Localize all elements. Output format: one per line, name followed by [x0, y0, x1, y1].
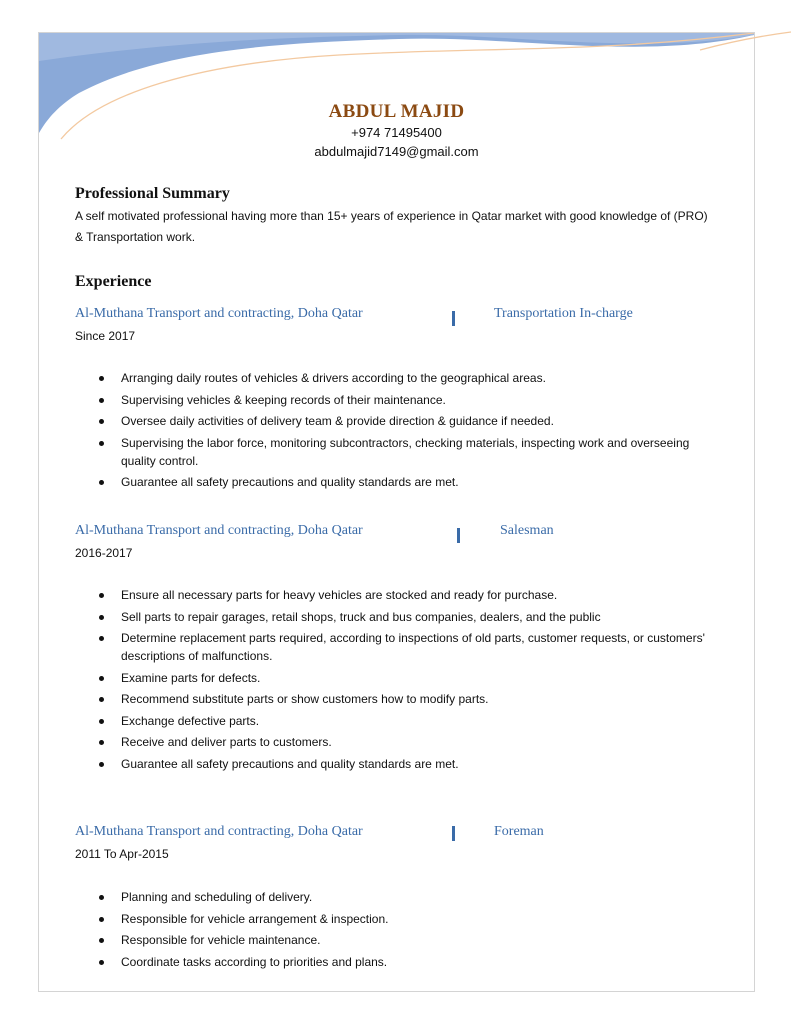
resume-page	[38, 32, 755, 992]
job-period: 2016-2017	[75, 546, 133, 560]
candidate-name: ABDUL MAJID	[328, 101, 465, 122]
job-separator	[452, 311, 455, 326]
job-title: Transportation In-charge	[494, 306, 633, 321]
job-separator	[457, 528, 460, 543]
email-address: abdulmajid7149@gmail.com	[314, 144, 479, 159]
duty-item: Supervising vehicles & keeping records of their maintenance.	[121, 391, 721, 409]
job-period: 2011 To Apr-2015	[75, 847, 169, 861]
professional-summary-text: A self motivated professional having more than 15+ years of experience in Qatar market with good knowledge of (PRO) & Transportation work.	[75, 209, 708, 244]
experience-heading: Experience	[75, 273, 152, 290]
duty-item: Ensure all necessary parts for heavy vehicles are stocked and ready for purchase.	[121, 586, 721, 604]
job-company: Al-Muthana Transport and contracting, Doha Qatar	[75, 523, 363, 538]
job-separator	[452, 826, 455, 841]
duty-item: Coordinate tasks according to priorities and plans.	[121, 953, 721, 971]
job-duties-list	[121, 888, 721, 974]
duty-item: Guarantee all safety precautions and quality standards are met.	[121, 473, 721, 491]
job-duties-list	[121, 369, 721, 495]
job-title: Foreman	[494, 824, 544, 839]
phone-number: +974 71495400	[351, 125, 442, 140]
duty-item: Responsible for vehicle arrangement & inspection.	[121, 910, 721, 928]
corner-curve-decoration	[0, 0, 791, 60]
job-company: Al-Muthana Transport and contracting, Doha Qatar	[75, 824, 363, 839]
duty-item: Supervising the labor force, monitoring subcontractors, checking materials, inspecting work and overseeing quality control.	[121, 434, 721, 470]
duty-item: Oversee daily activities of delivery team & provide direction & guidance if needed.	[121, 412, 721, 430]
duty-item: Arranging daily routes of vehicles & drivers according to the geographical areas.	[121, 369, 721, 387]
job-period: Since 2017	[75, 329, 136, 343]
job-company: Al-Muthana Transport and contracting, Doha Qatar	[75, 306, 363, 321]
duty-item: Responsible for vehicle maintenance.	[121, 931, 721, 949]
duty-item: Planning and scheduling of delivery.	[121, 888, 721, 906]
duty-item: Examine parts for defects.	[121, 669, 721, 687]
job-duties-list	[121, 586, 721, 776]
duty-item: Determine replacement parts required, according to inspections of old parts, customer requests, or customers' descriptions of malfunctions.	[121, 629, 721, 665]
duty-item: Recommend substitute parts or show customers how to modify parts.	[121, 690, 721, 708]
duty-item: Guarantee all safety precautions and quality standards are met.	[121, 755, 721, 773]
professional-summary-heading: Professional Summary	[75, 185, 230, 202]
duty-item: Sell parts to repair garages, retail shops, truck and bus companies, dealers, and the public	[121, 608, 721, 626]
duty-item: Exchange defective parts.	[121, 712, 721, 730]
duty-item: Receive and deliver parts to customers.	[121, 733, 721, 751]
job-title: Salesman	[500, 523, 554, 538]
